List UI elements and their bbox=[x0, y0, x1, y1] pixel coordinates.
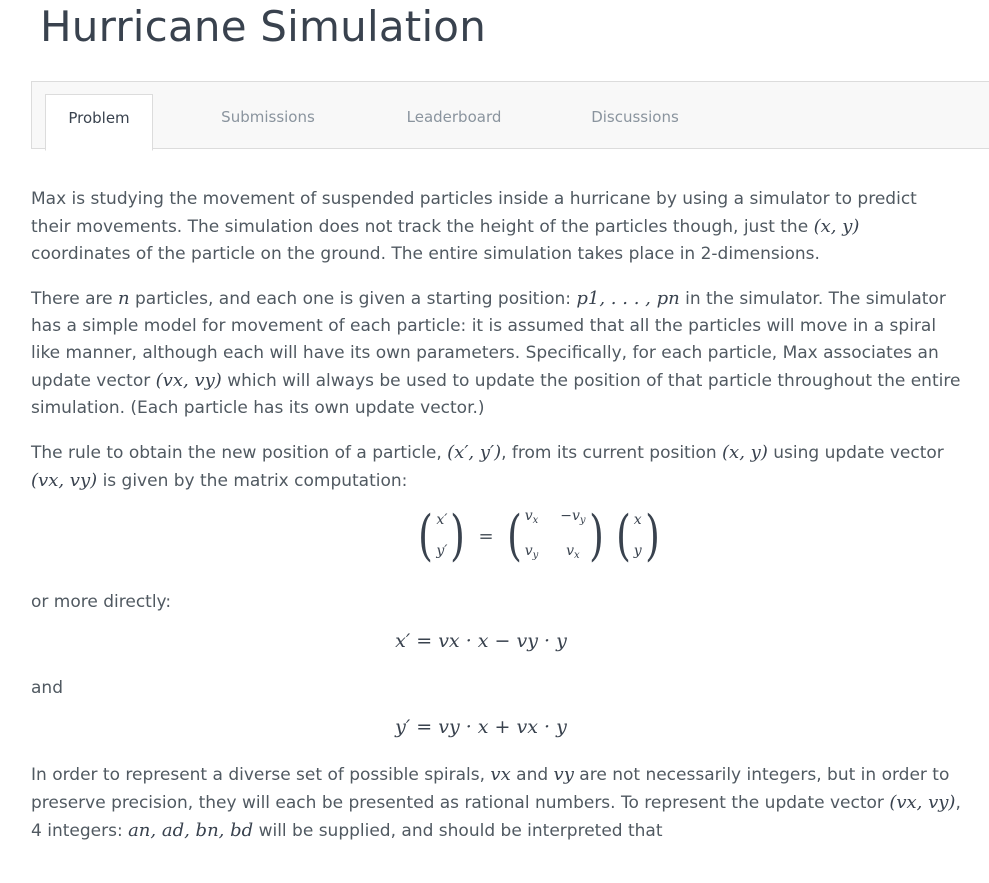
page-title: Hurricane Simulation bbox=[40, 2, 487, 51]
math-xy: (x, y) bbox=[813, 216, 860, 237]
tab-discussions[interactable]: Discussions bbox=[591, 108, 679, 126]
tab-leaderboard[interactable]: Leaderboard bbox=[406, 108, 502, 126]
matrix-result: ( x′ y′ ) bbox=[418, 504, 466, 567]
math-update-vector-2: (vx, vy) bbox=[31, 470, 98, 491]
math-positions: p1, . . . , pn bbox=[576, 288, 680, 309]
math-n: n bbox=[118, 288, 130, 309]
matrix-rotation: ( $v_x$ $-v_y$ $v_y$ $v_x$ ) bbox=[506, 504, 604, 567]
paragraph-intro: Max is studying the movement of suspended particles inside a hurricane by using a simulator to predict their movements. The simulation does not track the height of the particles though, just the (x, y) coordinates of the particle on the ground. The entire simulation takes place in 2-dimensions. bbox=[31, 189, 917, 264]
text-and: and bbox=[31, 678, 63, 698]
equation-y-prime: y′ = vy · x + vx · y bbox=[395, 716, 567, 738]
math-new-position: (x′, y′) bbox=[447, 442, 502, 463]
math-integers: an, ad, bn, bd bbox=[128, 820, 254, 841]
tab-problem[interactable]: Problem bbox=[45, 94, 153, 151]
paragraph-rule: The rule to obtain the new position of a particle, (x′, y′), from its current position (x, y) using update vector (vx, vy) is given by the matrix computation: bbox=[31, 442, 944, 491]
equation-x-prime: x′ = vx · x − vy · y bbox=[395, 630, 567, 652]
paragraph-particles: There are n particles, and each one is given a starting position: p1, . . . , pn in the simulator. The simulator has a simple model for movement of each particle: it is assumed that all the particles will move in a spiral like manner, although each will have its own parameters. Specifically, for each particle, Max associates an update vector (vx, vy) which will always be used to update the position of that particle throughout the entire simulation. (Each particle has its own update vector.) bbox=[31, 288, 961, 418]
matrix-equation: ( x′ y′ ) = ( $v_x$ $-v_y$ $v_y$ $v_x$ ) ( x y ) bbox=[117, 503, 961, 569]
math-vy: vy bbox=[553, 764, 574, 785]
text-or-more-directly: or more directly: bbox=[31, 592, 172, 612]
math-current-position: (x, y) bbox=[722, 442, 768, 463]
math-update-vector: (vx, vy) bbox=[155, 370, 222, 391]
problem-statement bbox=[31, 186, 961, 862]
tab-bar bbox=[31, 81, 989, 149]
tab-submissions[interactable]: Submissions bbox=[221, 108, 315, 126]
paragraph-rational: In order to represent a diverse set of possible spirals, vx and vy are not necessarily integers, but in order to preserve precision, they will each be presented as rational numbers. To represent the update vector (vx, vy), 4 integers: an, ad, bn, bd will be supplied, and should be interpreted that bbox=[31, 764, 961, 841]
math-vx: vx bbox=[490, 764, 511, 785]
math-update-vector-3: (vx, vy) bbox=[889, 792, 956, 813]
matrix-input: ( x y ) bbox=[615, 504, 660, 567]
